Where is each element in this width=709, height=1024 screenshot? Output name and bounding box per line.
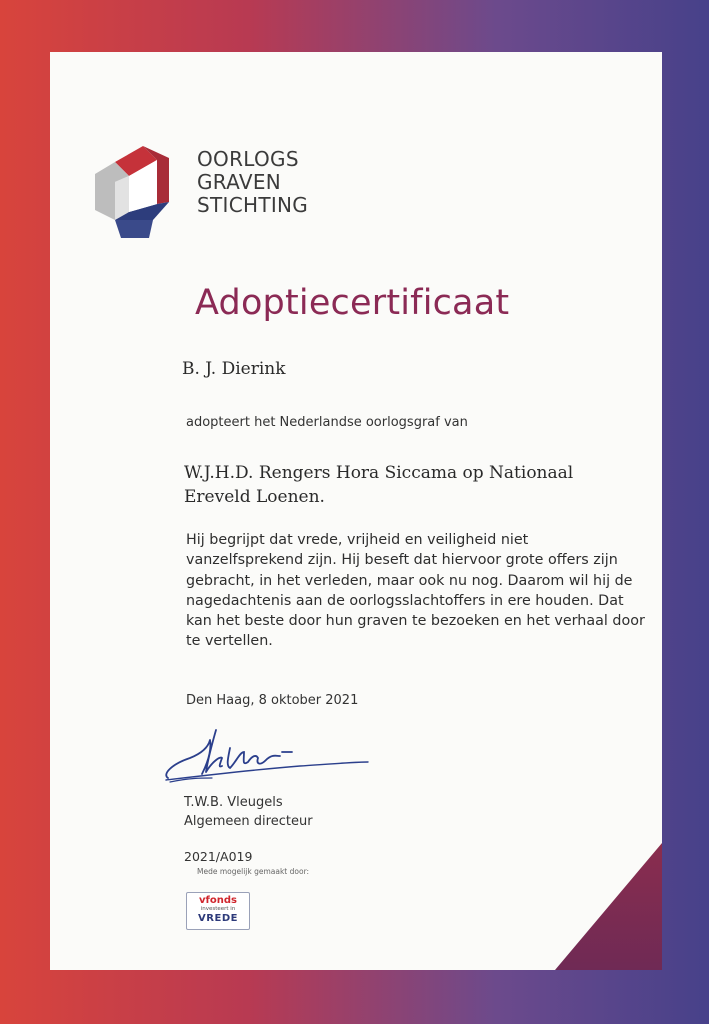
certificate-paragraph xyxy=(186,530,646,652)
adopt-statement: adopteert het Nederlandse oorlogsgraf van xyxy=(186,415,468,430)
sponsor-label: Mede mogelijk gemaakt door: xyxy=(197,867,310,876)
vfonds-tagline: investeert in xyxy=(200,906,236,912)
paragraph-line: gebracht, in het verleden, maar ook nu nog. Daarom wil hij de xyxy=(186,572,633,589)
place-date: Den Haag, 8 oktober 2021 xyxy=(186,693,359,708)
paragraph-line: nagedachtenis aan de oorlogsslachtoffers in ere houden. Dat xyxy=(186,592,624,609)
certificate-reference: 2021/A019 xyxy=(184,849,253,864)
handwritten-signature xyxy=(160,722,375,792)
signer-role: Algemeen directeur xyxy=(184,814,313,829)
signer-block xyxy=(184,793,313,831)
logo-line-1: OORLOGS xyxy=(197,147,299,171)
paragraph-line: Hij begrijpt dat vrede, vrijheid en veiligheid niet xyxy=(186,532,529,548)
vfonds-logo xyxy=(186,892,250,930)
certificate-title: Adoptiecertificaat xyxy=(195,283,510,323)
grave-description xyxy=(184,461,604,509)
grave-line-1: W.J.H.D. Rengers Hora Siccama op Nationaal xyxy=(184,463,574,483)
logo-line-3: STICHTING xyxy=(197,193,309,217)
logo-line-2: GRAVEN xyxy=(197,170,282,194)
logo-wordmark xyxy=(197,148,308,217)
paragraph-line: te vertellen. xyxy=(186,633,273,650)
oorlogsgravenstichting-logo-icon xyxy=(95,142,185,240)
adopter-name: B. J. Dierink xyxy=(182,359,286,379)
paragraph-line: vanzelfsprekend zijn. Hij beseft dat hiervoor grote offers zijn xyxy=(186,552,618,569)
grave-line-2: Ereveld Loenen. xyxy=(184,487,325,507)
paragraph-line: kan het beste door hun graven te bezoeken en het verhaal door xyxy=(186,613,645,630)
vfonds-word: VREDE xyxy=(198,913,238,924)
signer-name: T.W.B. Vleugels xyxy=(184,795,283,810)
vfonds-name: vfonds xyxy=(199,895,237,906)
